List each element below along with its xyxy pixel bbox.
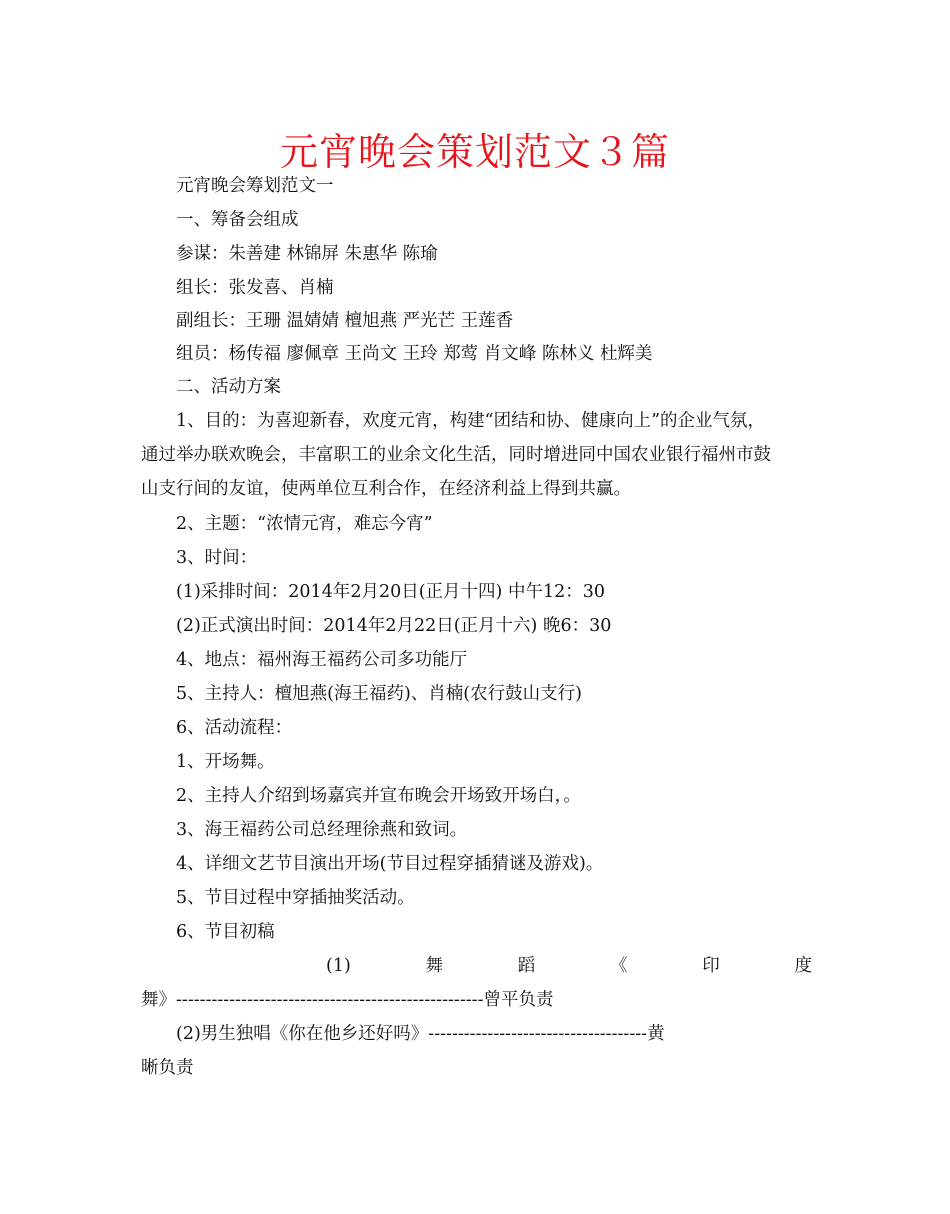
- section-heading: 元宵晚会筹划范文一: [176, 176, 334, 196]
- paragraph: 一、筹备会组成: [176, 210, 299, 230]
- paragraph: 5、节目过程中穿插抽奖活动。: [176, 888, 415, 908]
- paragraph: (2)正式演出时间：2014年2月22日(正月十六) 晚6：30: [176, 616, 612, 636]
- paragraph: 组员：杨传福 廖佩章 王尚文 王玲 郑莺 肖文峰 陈林义 杜辉美: [176, 344, 653, 364]
- paragraph: (1)采排时间：2014年2月20日(正月十四) 中午12：30: [176, 582, 605, 602]
- paragraph: 1、目的：为喜迎新春，欢度元宵，构建“团结和协、健康向上”的企业气氛，: [176, 411, 766, 431]
- text-fragment: 《: [610, 956, 628, 976]
- paragraph: 通过举办联欢晚会，丰富职工的业余文化生活，同时增进同中国农业银行福州市鼓: [141, 445, 771, 465]
- paragraph: 2、主题：“浓情元宵，难忘今宵”: [176, 514, 433, 534]
- paragraph: 1、开场舞。: [176, 752, 275, 772]
- text-fragment: 蹈: [517, 956, 536, 976]
- paragraph: 组长：张发喜、肖楠: [176, 278, 334, 298]
- paragraph: 晰负责: [141, 1058, 194, 1078]
- paragraph: 2、主持人介绍到场嘉宾并宣布晚会开场致开场白，。: [176, 786, 581, 806]
- text-fragment: (1): [326, 956, 351, 976]
- paragraph: 4、地点：福州海王福药公司多功能厅: [176, 650, 468, 670]
- paragraph: 3、海王福药公司总经理徐燕和致词。: [176, 820, 468, 840]
- paragraph: 副组长：王珊 温婧婧 檀旭燕 严光芒 王莲香: [176, 311, 514, 331]
- paragraph: 6、活动流程：: [176, 718, 293, 738]
- paragraph: 5、主持人：檀旭燕(海王福药)、肖楠(农行鼓山支行): [176, 684, 582, 704]
- paragraph: 4、详细文艺节目演出开场(节目过程穿插猜谜及游戏)。: [176, 854, 604, 874]
- paragraph: 参谋：朱善建 林锦屏 朱惠华 陈瑜: [176, 244, 438, 264]
- paragraph: 舞》----------------------------------------------------曾平负责: [141, 990, 554, 1010]
- paragraph: 6、节目初稿: [176, 922, 275, 942]
- paragraph: 山支行间的友谊，使两单位互利合作，在经济利益上得到共赢。: [141, 479, 631, 499]
- paragraph: 二、活动方案: [176, 377, 281, 397]
- document-title: 元宵晚会策划范文３篇: [279, 130, 670, 174]
- paragraph: (2)男生独唱《你在他乡还好吗》-------------------------------------黄: [176, 1024, 665, 1044]
- text-fragment: 度: [794, 956, 812, 976]
- text-fragment: 舞: [425, 956, 444, 976]
- paragraph: 3、时间：: [176, 548, 258, 568]
- justified-line: [326, 952, 812, 980]
- text-fragment: 印: [702, 956, 720, 976]
